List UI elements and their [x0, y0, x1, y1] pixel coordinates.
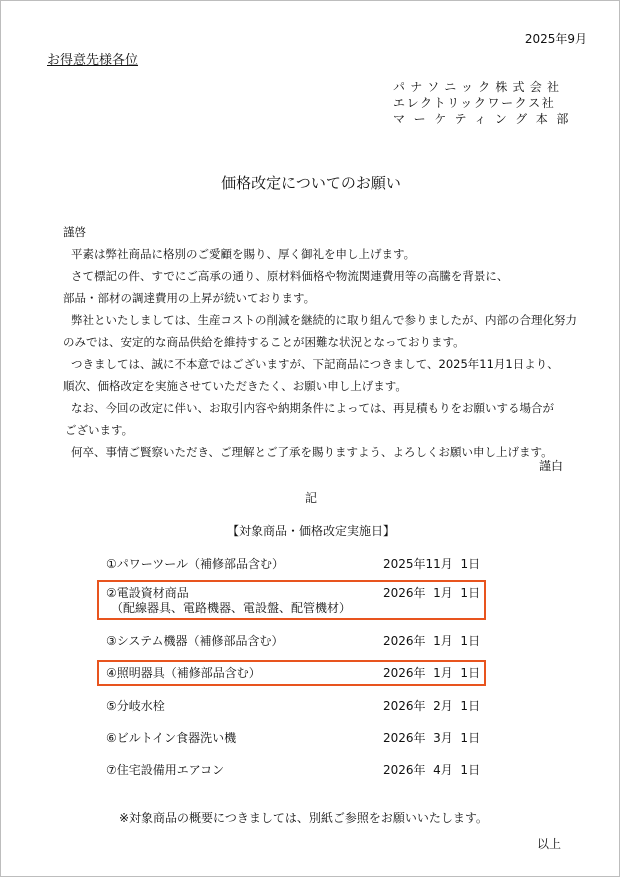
addressee: お得意先様各位: [47, 53, 139, 68]
end-mark: 以上: [536, 837, 561, 851]
body-line: 何卒、事情ご賢察いただき、ご理解とご了承を賜りますよう、よろしくお願い申し上げます。: [71, 445, 553, 459]
body-line: 平素は弊社商品に格別のご愛顧を賜り、厚く御礼を申し上げます。: [71, 247, 416, 261]
company-name: パナソニック株式会社: [393, 80, 565, 94]
item-name: ①パワーツール（補修部品含む）: [106, 557, 285, 571]
footnote: ※対象商品の概要につきましては、別紙ご参照をお願いいたします。: [119, 811, 488, 825]
item-name: ⑥ビルトイン食器洗い機: [106, 731, 237, 745]
ki-heading: 記: [304, 491, 317, 505]
body-line: 弊社といたしましては、生産コストの削減を継続的に取り組んで参りましたが、内部の合理化努力: [71, 313, 577, 327]
document-title: 価格改定についてのお願い: [221, 174, 401, 192]
body-line: ございます。: [65, 423, 134, 437]
opening: 謹啓: [63, 225, 86, 239]
company-department: マーケティング本部: [393, 112, 577, 126]
item-date: 2026年 1月 1日: [383, 586, 481, 600]
body-line: 部品・部材の調達費用の上昇が続いております。: [63, 291, 316, 305]
items-heading: 【対象商品・価格改定実施日】: [226, 524, 395, 538]
closing: 謹白: [538, 459, 563, 473]
item-date: 2026年 4月 1日: [383, 763, 481, 777]
issue-date: 2025年9月: [524, 32, 587, 46]
item-name: ②電設資材商品: [106, 586, 189, 600]
item-date: 2026年 3月 1日: [383, 731, 481, 745]
body-line: さて標記の件、すでにご高承の通り、原材料価格や物流関連費用等の高騰を背景に、: [71, 269, 509, 283]
item-name: ⑤分岐水栓: [106, 699, 165, 713]
item-subtext: （配線器具、電路機器、電設盤、配管機材）: [111, 601, 352, 615]
body-line: 順次、価格改定を実施させていただきたく、お願い申し上げます。: [63, 379, 407, 393]
item-name: ③システム機器（補修部品含む）: [106, 634, 284, 648]
item-date: 2026年 1月 1日: [383, 634, 481, 648]
item-name: ⑦住宅設備用エアコン: [106, 763, 225, 777]
body-line: なお、今回の改定に伴い、お取引内容や納期条件によっては、再見積もりをお願いする場合が: [71, 401, 554, 415]
company-division: エレクトリックワークス社: [393, 96, 556, 110]
body-line: のみでは、安定的な商品供給を維持することが困難な状況となっております。: [63, 335, 465, 349]
item-date: 2025年11月 1日: [383, 557, 481, 571]
item-date: 2026年 1月 1日: [383, 666, 481, 680]
item-name: ④照明器具（補修部品含む）: [106, 666, 261, 680]
item-date: 2026年 2月 1日: [383, 699, 481, 713]
body-line: つきましては、誠に不本意ではございますが、下記商品につきまして、2025年11月1日より、: [71, 357, 559, 371]
